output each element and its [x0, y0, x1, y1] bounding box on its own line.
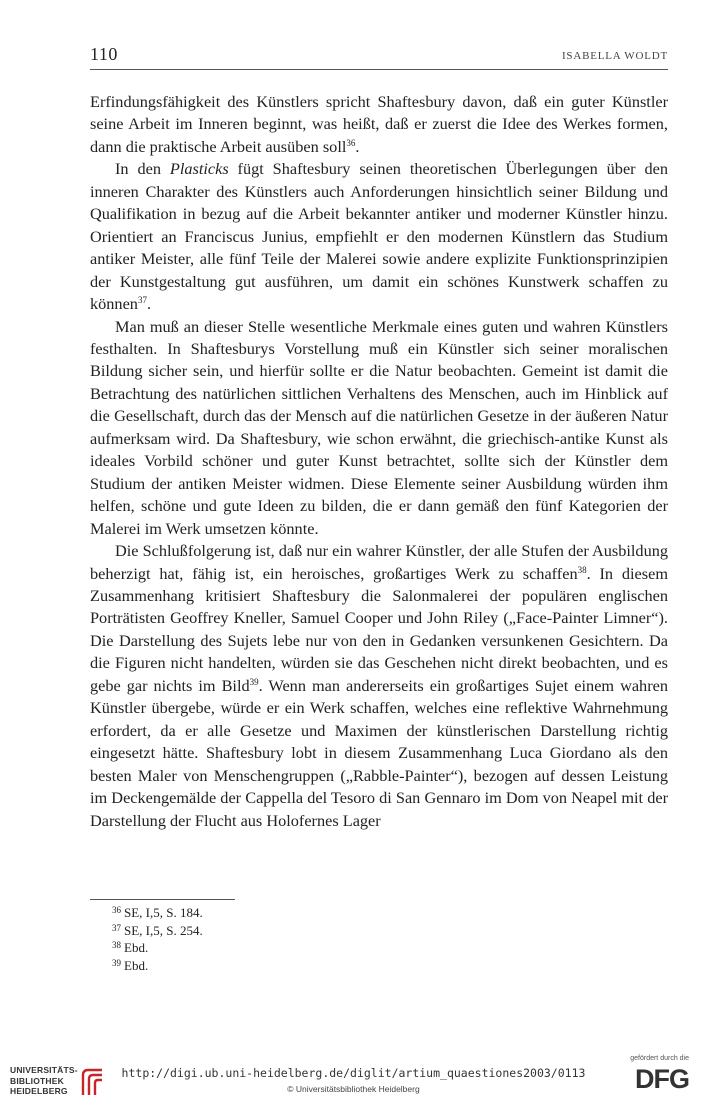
footnote-item: [90, 957, 668, 975]
permalink-url[interactable]: http://digi.ub.uni-heidelberg.de/diglit/artium_quaestiones2003/0113: [121, 1066, 586, 1080]
paragraph-4-text-a: Die Schlußfolgerung ist, daß nur ein wahrer Künstler, der alle Stufen der Ausbildung beherzigt hat, fähig ist, ein heroisches, großartiges Werk zu schaffen: [90, 541, 668, 583]
footnotes: [90, 904, 668, 975]
paragraph-4-text-c: . Wenn man andererseits ein großartiges Sujet einem wahren Künstler übergebe, würde er ein Werk schaffen, welches eine reflektive Wahrnehmung erfordert, da er alle Gesetze und Maximen der künstlerischen Darstellung richtig eingesetzt hätte. Shaftesbury lobt in diesem Zusammenhang Luca Giordano als den besten Maler von Menschengruppen („Rabble-Painter“), bezogen auf dessen Leistung im Deckengemälde der Cappella del Tesoro di San Gennaro im Dom von Neapel mit der Darstellung der Flucht aus Holofernes Lager: [90, 675, 668, 830]
footnote-text: SE, I,5, S. 184.: [124, 905, 203, 920]
paragraph-4: [90, 540, 668, 832]
digitization-footer: [0, 1053, 707, 1109]
paragraph-1-text: Erfindungsfähigkeit des Künstlers spricht Shaftesbury davon, daß ein guter Künstler seine Arbeit im Inneren beginnt, was heißt, daß er zuerst die Idee des Werkes formen, dann die praktische Arbeit ausüben soll: [90, 92, 668, 156]
footnote-item: [90, 939, 668, 957]
footnote-item: [90, 922, 668, 940]
footnote-text: SE, I,5, S. 254.: [124, 922, 203, 938]
footnote-number: 37: [112, 922, 121, 933]
paragraph-3: Man muß an dieser Stelle wesentliche Merkmale eines guten und wahren Künstlers festhalten. In Shaftesburys Vorstellung muß ein Künstler sich seiner moralischen Bildung sicher sein, und hierfür sollte er die Natur beobachten. Gemeint ist damit die Betrachtung des natürlichen sittlichen Verhaltens des Menschen, auch im Hinblick auf die Gesellschaft, durch das der Mensch auf die natürlichen Gesetze in der äußeren Natur aufmerksam wird. Da Shaftesbury, wie schon erwähnt, die griechisch-antike Kunst als ideales Vorbild schöner und guter Kunst betrachtet, sollte sich der Künstler dem Studium der antiken Meister widmen. Diese Elemente seiner Ausbildung würden ihm helfen, schöne und gute Ideen zu bilden, die er dann gemäß den fünf Kategorien der Malerei im Werk umsetzen könnte.: [90, 316, 668, 538]
body-text: [90, 91, 668, 832]
footnote-number: 36: [112, 905, 121, 915]
library-name-line: BIBLIOTHEK: [10, 1075, 64, 1086]
running-head: ISABELLA WOLDT: [561, 50, 668, 62]
library-name-line: UNIVERSITÄTS-: [10, 1065, 78, 1075]
footnote-item: [90, 904, 668, 922]
paragraph-2: In den Plasticks fügt Shaftesbury seinen theoretischen Überlegungen über den inneren Charakter des Künstlers auch Anforderungen hinsichtlich seiner Bildung und Qualifikation in bezug auf die Arbeit bekannter antiker und moderner Künstler hinzu. Orientiert an Franciscus Junius, empfiehlt er den modernen Künstlern das Studium antiker Meister, alle fünf Teile der Malerei sowie andere explizite Funktionsprinzipien der Kunstgestaltung gut ausführen, um damit ein schönes Kunstwerk schaffen zu können$^{37}$.: [90, 159, 668, 314]
footnote-ref-36[interactable]: 36: [346, 137, 356, 148]
header-rule: [90, 69, 668, 70]
dfg-wordmark: DFG: [635, 1064, 689, 1094]
paragraph-2-lead: In den: [115, 159, 170, 179]
footnote-number: 38: [112, 940, 121, 951]
funding-caption: gefördert durch die: [630, 1055, 689, 1062]
footnote-rule: [90, 899, 235, 900]
footnote-text: Ebd.: [124, 940, 149, 956]
dfg-logo[interactable]: [619, 1055, 689, 1095]
paragraph-1: Erfindungsfähigkeit des Künstlers spricht Shaftesbury davon, daß ein guter Künstler seine Arbeit im Inneren beginnt, was heißt, daß er zuerst die Idee des Werkes formen, dann die praktische Arbeit ausüben soll$^{36}$.: [90, 92, 668, 156]
footnote-text: Ebd.: [124, 958, 149, 974]
footnote-ref-38[interactable]: 38: [577, 564, 587, 575]
footnote-ref-39[interactable]: 39: [249, 676, 259, 687]
plasticks-title: Plasticks: [169, 159, 229, 179]
footnote-ref-37[interactable]: 37: [137, 295, 147, 306]
page-header: [90, 44, 668, 66]
footnote-number: 39: [112, 958, 121, 969]
page-number: 110: [90, 44, 118, 64]
library-name-line: HEIDELBERG: [10, 1086, 68, 1096]
paragraph-4-text-b: . In diesem Zusammenhang kritisiert Shaftesbury die Salonmalerei der populären englischen Porträtisten Geoffrey Kneller, Samuel Cooper und John Riley („Face-Painter Limner“). Die Darstellung des Sujets lebe nur von den in Gedanken versunkenen Gesichtern. Da die Figuren nicht handelten, würden sie das Geschehen nicht direkt beobachten, und es gebe gar nichts im Bild: [90, 563, 669, 695]
paragraph-2-text: fügt Shaftesbury seinen theoretischen Überlegungen über den inneren Charakter des Künstlers auch Anforderungen hinsichtlich seiner Bildung und Qualifikation in bezug auf die Arbeit bekannter antiker und moderner Künstler hinzu. Orientiert an Franciscus Junius, empfiehlt er den modernen Künstlern das Studium antiker Meister, alle fünf Teile der Malerei sowie andere explizite Funktionsprinzipien der Kunstgestaltung gut ausführen, um damit ein schönes Kunstwerk schaffen zu können: [90, 159, 668, 314]
copyright-notice: © Universitätsbibliothek Heidelberg: [287, 1084, 420, 1094]
